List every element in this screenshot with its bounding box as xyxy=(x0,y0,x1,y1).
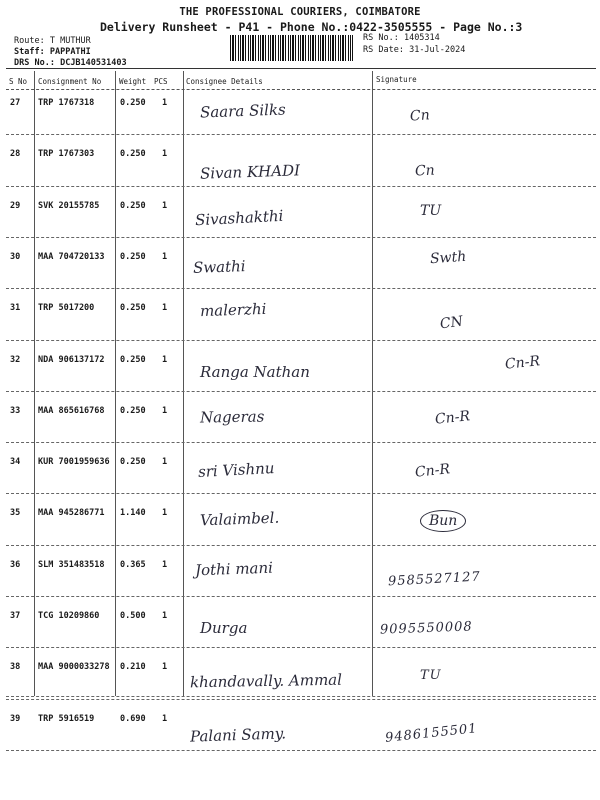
row-sno: 33 xyxy=(10,405,21,416)
row-weight: 0.250 xyxy=(120,405,146,416)
row-weight: 0.250 xyxy=(120,303,146,314)
barcode xyxy=(230,35,353,61)
rs-no-value: 1405314 xyxy=(403,33,440,43)
page-subtitle: Delivery Runsheet - P41 - Phone No.:0422-3505555 - Page No.:3 xyxy=(100,20,523,34)
rs-no-label: RS No.: xyxy=(363,33,399,43)
column-header-pcs: PCS xyxy=(154,77,168,86)
row-consignment-no: SLM 351483518 xyxy=(38,559,105,570)
row-sno: 31 xyxy=(10,303,21,314)
row-weight: 0.250 xyxy=(120,149,146,160)
row-consignment-no: MAA 9000033278 xyxy=(38,662,110,673)
rs-date-label: RS Date: xyxy=(363,45,404,55)
row-weight: 0.690 xyxy=(120,713,146,724)
row-consignee-handwritten: khandavally. Ammal xyxy=(189,670,343,692)
row-sno: 36 xyxy=(10,559,21,570)
row-weight: 0.250 xyxy=(120,98,146,108)
route-meta xyxy=(14,36,127,69)
row-separator xyxy=(6,596,596,597)
row-signature-handwritten: Cn-R xyxy=(434,408,471,428)
row-sno: 29 xyxy=(10,200,21,211)
row-signature-handwritten: TU xyxy=(420,202,442,219)
row-pcs: 1 xyxy=(162,559,168,570)
row-separator xyxy=(6,699,596,700)
column-divider xyxy=(372,71,373,696)
page-title: THE PROFESSIONAL COURIERS, COIMBATORE xyxy=(179,6,421,18)
row-pcs: 1 xyxy=(162,354,168,365)
row-consignee-handwritten: Valaimbel. xyxy=(199,509,280,530)
row-signature-handwritten: 9585527127 xyxy=(387,569,482,590)
column-divider xyxy=(115,71,116,696)
row-pcs: 1 xyxy=(162,98,168,108)
row-consignee-handwritten: sri Vishnu xyxy=(197,459,275,482)
row-separator xyxy=(6,134,596,135)
row-consignee-handwritten: Sivashakthi xyxy=(194,206,284,229)
row-consignee-handwritten: Nageras xyxy=(199,407,265,427)
row-pcs: 1 xyxy=(162,508,168,519)
row-weight: 0.365 xyxy=(120,559,146,570)
row-consignment-no: MAA 945286771 xyxy=(38,508,105,519)
row-signature-handwritten: Cn-R xyxy=(414,461,451,481)
row-signature-handwritten: Swth xyxy=(429,248,467,268)
row-pcs: 1 xyxy=(162,662,168,673)
row-sno: 27 xyxy=(10,98,21,108)
row-signature-handwritten: Cn-R xyxy=(504,352,541,373)
row-pcs: 1 xyxy=(162,200,168,211)
row-separator xyxy=(6,340,596,341)
row-separator xyxy=(6,750,596,751)
row-consignee-handwritten: Jothi mani xyxy=(194,558,274,580)
row-separator xyxy=(6,545,596,546)
column-divider xyxy=(183,71,184,696)
row-pcs: 1 xyxy=(162,611,168,621)
row-consignee-handwritten: Ranga Nathan xyxy=(200,362,310,381)
row-consignment-no: TRP 5017200 xyxy=(38,303,95,314)
column-header-weight: Weight xyxy=(119,77,147,86)
row-consignee-handwritten: Saara Silks xyxy=(199,100,286,122)
column-header-signature: Signature xyxy=(376,75,417,84)
column-header-divider xyxy=(6,89,596,90)
drs-value: DCJB140531403 xyxy=(60,58,127,68)
row-sno: 39 xyxy=(10,713,21,724)
row-sno: 28 xyxy=(10,149,21,160)
row-separator xyxy=(6,237,596,238)
row-consignment-no: KUR 7001959636 xyxy=(38,457,110,468)
row-consignment-no: SVK 20155785 xyxy=(38,200,100,211)
staff-value: PAPPATHI xyxy=(49,47,91,57)
row-separator xyxy=(6,696,596,697)
row-consignment-no: NDA 906137172 xyxy=(38,354,105,365)
row-sno: 38 xyxy=(10,662,21,673)
column-header-consignment: Consignment No xyxy=(38,77,102,86)
row-sno: 32 xyxy=(10,354,21,365)
row-consignee-handwritten: Palani Samy. xyxy=(189,723,287,746)
row-pcs: 1 xyxy=(162,251,168,262)
staff-label: Staff: xyxy=(14,47,45,57)
row-signature-handwritten: CN xyxy=(438,313,464,333)
row-consignment-no: TRP 5916519 xyxy=(38,713,95,724)
row-separator xyxy=(6,647,596,648)
route-label: Route: xyxy=(14,36,45,46)
row-signature-handwritten: Bun xyxy=(420,510,466,532)
row-consignment-no: MAA 865616768 xyxy=(38,405,105,416)
row-consignment-no: MAA 704720133 xyxy=(38,251,105,262)
row-consignee-handwritten: Swathi xyxy=(192,256,246,277)
row-consignee-handwritten: malerzhi xyxy=(199,300,267,321)
row-separator xyxy=(6,493,596,494)
row-separator xyxy=(6,442,596,443)
row-consignment-no: TCG 10209860 xyxy=(38,611,100,621)
row-signature-handwritten: 9095550008 xyxy=(379,619,473,638)
row-consignment-no: TRP 1767318 xyxy=(38,98,95,108)
column-header-consignee: Consignee Details xyxy=(186,77,263,86)
row-pcs: 1 xyxy=(162,713,168,724)
column-header-sno: S No xyxy=(9,77,28,86)
row-weight: 0.500 xyxy=(120,611,146,621)
row-sno: 34 xyxy=(10,457,21,468)
row-separator xyxy=(6,288,596,289)
row-weight: 1.140 xyxy=(120,508,146,519)
rs-meta xyxy=(363,32,465,56)
row-pcs: 1 xyxy=(162,149,168,160)
column-divider xyxy=(34,71,35,696)
row-separator xyxy=(6,186,596,187)
header-divider xyxy=(6,68,596,69)
row-consignee-handwritten: Durga xyxy=(200,619,248,637)
rs-date-value: 31-Jul-2024 xyxy=(409,45,466,55)
row-consignment-no: TRP 1767303 xyxy=(38,149,95,160)
row-pcs: 1 xyxy=(162,457,168,468)
row-sno: 30 xyxy=(10,251,21,262)
row-pcs: 1 xyxy=(162,405,168,416)
row-signature-handwritten: Cn xyxy=(409,107,431,125)
row-signature-handwritten: TU xyxy=(420,668,442,684)
row-sno: 35 xyxy=(10,508,21,519)
row-weight: 0.250 xyxy=(120,200,146,211)
row-weight: 0.250 xyxy=(120,457,146,468)
row-weight: 0.210 xyxy=(120,662,146,673)
row-signature-handwritten: Cn xyxy=(414,162,436,180)
row-consignee-handwritten: Sivan KHADI xyxy=(199,161,301,184)
drs-label: DRS No.: xyxy=(14,58,55,68)
row-sno: 37 xyxy=(10,611,21,621)
route-value: T MUTHUR xyxy=(49,36,91,46)
row-weight: 0.250 xyxy=(120,354,146,365)
row-signature-handwritten: 9486155501 xyxy=(384,720,479,746)
row-weight: 0.250 xyxy=(120,251,146,262)
row-separator xyxy=(6,391,596,392)
row-pcs: 1 xyxy=(162,303,168,314)
